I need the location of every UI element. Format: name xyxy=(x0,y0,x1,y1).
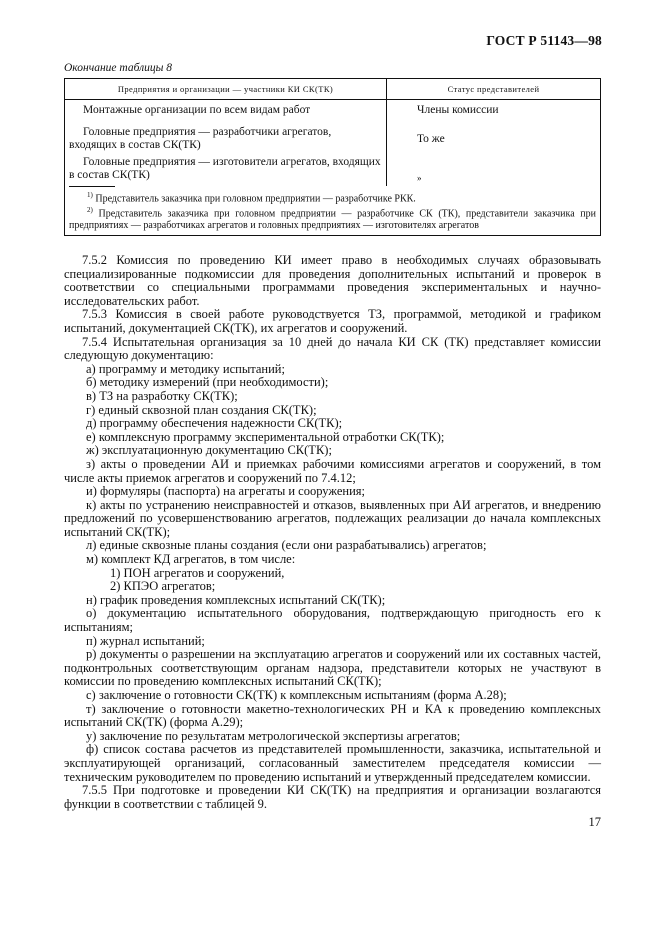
standard-number: ГОСТ Р 51143—98 xyxy=(486,33,602,48)
paragraph-7-5-4: 7.5.4 Испытательная организация за 10 дней до начала КИ СК (ТК) представляет комиссии следующую документацию: xyxy=(64,334,601,363)
table-cell-status: Члены комиссии xyxy=(387,100,601,125)
list-item: к) акты по устранению неисправностей и отказов, выявленных при АИ агрегатов, и внедрению предложений по усовершенствованию агрегатов, подлежащих реализации до начала комплексных испытаний СК(ТК); xyxy=(64,497,601,539)
footnote-mark: 2) xyxy=(87,205,93,214)
list-item: ж) эксплуатационную документацию СК(ТК); xyxy=(86,443,332,458)
table-cell-org: Головные предприятия — разработчики агрегатов, входящих в состав СК(ТК) xyxy=(65,124,387,154)
list-item: ф) список состава расчетов из представителей промышленности, заказчика, испытательной и эксплуатирующей организаций, согласованный заместителем председателя комиссии — техническим руководителем по проведению испытаний и утвержденный председателем комиссии. xyxy=(64,742,601,784)
footnote xyxy=(69,205,596,231)
list-item: с) заключение о готовности СК(ТК) к комплексным испытаниям (форма А.28); xyxy=(86,688,507,702)
table-caption: Окончание таблицы 8 xyxy=(64,62,172,74)
list-item: п) журнал испытаний; xyxy=(86,633,205,648)
body-text xyxy=(64,254,601,811)
paragraph-7-5-2: 7.5.2 Комиссия по проведению КИ имеет право в необходимых случаях образовывать специализированные подкомиссии для проведения дополнительных испытаний и проверок в соответствии со специальными программами проведения экспериментальных и научно-исследовательских работ. xyxy=(64,253,601,308)
footnote xyxy=(69,190,596,205)
table-footnotes xyxy=(65,186,601,236)
list-item: д) программу обеспечения надежности СК(ТК); xyxy=(86,416,343,431)
sub-list-item: 1) ПОН агрегатов и сооружений, xyxy=(110,565,285,580)
list-item: м) комплект КД агрегатов, в том числе: xyxy=(86,552,296,567)
list-item: б) методику измерений (при необходимости); xyxy=(86,375,329,390)
list-item: л) единые сквозные планы создания (если они разрабатывались) агрегатов; xyxy=(86,538,487,553)
table-cell-status: » xyxy=(387,154,601,186)
list-item: е) комплексную программу экспериментальной отработки СК(ТК); xyxy=(86,429,445,444)
footnote-mark: 1) xyxy=(87,191,93,199)
table-header-row xyxy=(65,79,601,100)
participants-table xyxy=(64,78,601,236)
sub-list-item: 2) КПЭО агрегатов; xyxy=(110,579,216,594)
list-item: г) единый сквозной план создания СК(ТК); xyxy=(86,402,317,417)
list-item: н) график проведения комплексных испытаний СК(ТК); xyxy=(86,592,386,607)
footnote-text: Представитель заказчика при головном предприятии — разработчике РКК. xyxy=(95,193,416,205)
paragraph-7-5-3: 7.5.3 Комиссия в своей работе руководствуется ТЗ, программой, методикой и графиком испытаний, документацией СК(ТК), их агрегатов и сооружений. xyxy=(64,307,601,335)
list-item: т) заключение о готовности макетно-технологических РН и КА к проведению комплексных испытаний СК(ТК) (форма А.29); xyxy=(64,701,601,730)
table-row xyxy=(65,154,601,186)
footnote-text: Представитель заказчика при головном предприятии — разработчике СК (ТК), представители заказчика при предприятиях — разработчиках агрегатов и головных предприятиях — изготовителях агрегатов xyxy=(69,208,596,231)
footnote-divider xyxy=(69,186,115,187)
list-item: а) программу и методику испытаний; xyxy=(86,361,285,376)
list-item: з) акты о проведении АИ и приемках рабочими комиссиями агрегатов и сооружений, в том числе акты приемок агрегатов и сооружений по 7.4.12; xyxy=(64,456,601,485)
list-item: р) документы о разрешении на эксплуатацию агрегатов и сооружений или их составных частей, подконтрольных соответствующим органам надзора, представители которых не участвуют в комиссии по проведению комплексных испытаний СК(ТК); xyxy=(64,647,601,689)
table-cell-org: Монтажные организации по всем видам работ xyxy=(65,100,387,125)
list-item: у) заключение по результатам метрологической экспертизы агрегатов; xyxy=(86,728,461,743)
col-header-organizations: Предприятия и организации — участники КИ СК(ТК) xyxy=(65,79,387,100)
table-row xyxy=(65,124,601,154)
table-footnotes-row xyxy=(65,186,601,236)
table-row xyxy=(65,100,601,125)
col-header-status: Статус представителей xyxy=(387,79,601,100)
table-cell-status: То же xyxy=(387,124,601,154)
list-item: и) формуляры (паспорта) на агрегаты и сооружения; xyxy=(86,484,366,499)
page-number: 17 xyxy=(588,815,601,829)
table-cell-org: Головные предприятия — изготовители агрегатов, входящих в состав СК(ТК) xyxy=(65,154,387,186)
list-item: о) документацию испытательного оборудования, подтверждающую пригодность его к испытаниям; xyxy=(64,606,601,635)
paragraph-7-5-5: 7.5.5 При подготовке и проведении КИ СК(ТК) на предприятия и организации возлагаются функции в соответствии с таблицей 9. xyxy=(64,783,601,811)
list-item: в) ТЗ на разработку СК(ТК); xyxy=(86,388,238,403)
